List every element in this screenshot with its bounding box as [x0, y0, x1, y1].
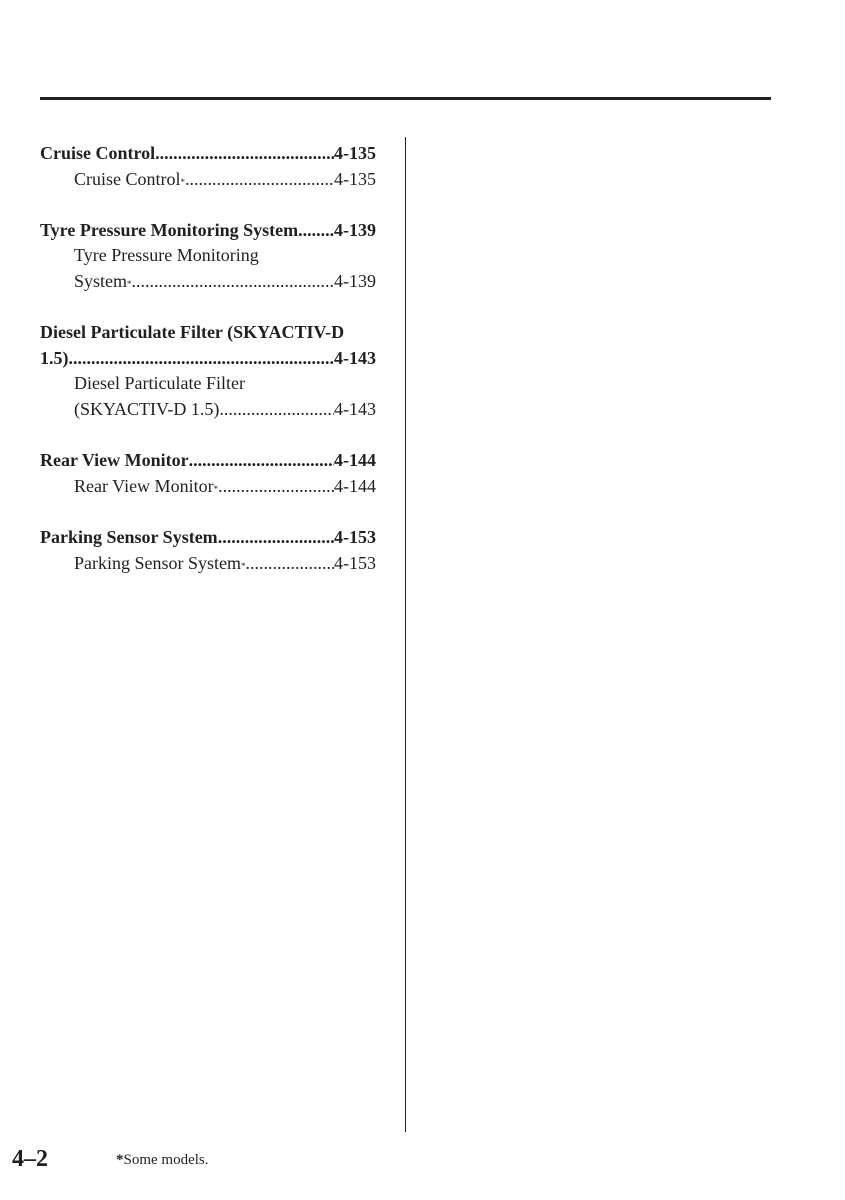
item-page: 4-139	[334, 270, 376, 291]
footnote-text: Some models.	[123, 1152, 209, 1168]
table-of-contents	[40, 141, 376, 602]
dot-leader	[69, 346, 335, 372]
toc-item-dpf-line2[interactable]	[40, 397, 376, 423]
heading-page: 4-143	[334, 347, 376, 368]
heading-title: Parking Sensor System	[40, 526, 218, 547]
toc-heading-parking-sensor[interactable]	[40, 525, 376, 551]
toc-section-diesel-particulate-filter	[40, 320, 376, 422]
heading-page: 4-135	[334, 143, 376, 163]
toc-section-rear-view-monitor	[40, 448, 376, 499]
dot-leader	[219, 397, 334, 423]
heading-page: 4-139	[334, 219, 376, 240]
dot-leader	[132, 269, 334, 295]
dot-leader	[246, 551, 334, 577]
header-rule	[40, 97, 771, 100]
footnote	[116, 1152, 209, 1169]
dot-leader	[155, 141, 334, 167]
item-title: (SKYACTIV-D 1.5)	[74, 398, 220, 419]
heading-title: Diesel Particulate Filter (SKYACTIV-D	[40, 322, 345, 343]
toc-heading-rear-view-monitor[interactable]	[40, 448, 376, 474]
toc-heading-cruise-control[interactable]	[40, 141, 376, 167]
dot-leader	[298, 218, 334, 244]
toc-heading-dpf-line2[interactable]	[40, 346, 376, 372]
dot-leader	[218, 525, 334, 551]
column-divider	[405, 137, 406, 1132]
toc-section-parking-sensor	[40, 525, 376, 576]
item-title: Cruise Control	[74, 168, 181, 189]
item-page: 4-144	[334, 475, 376, 496]
dot-leader	[218, 474, 334, 500]
heading-title: Cruise Control	[40, 143, 156, 163]
toc-item-rear-view-monitor[interactable]: Rear View Monitor * ..... 4-144	[40, 474, 376, 500]
item-title: Rear View Monitor	[74, 475, 214, 496]
heading-page: 4-144	[334, 450, 376, 471]
item-title: Tyre Pressure Monitoring	[74, 245, 259, 266]
heading-title: Rear View Monitor	[40, 450, 189, 471]
toc-section-cruise-control	[40, 141, 376, 192]
item-page: 4-143	[334, 398, 376, 419]
dot-leader	[185, 167, 334, 193]
item-title: Diesel Particulate Filter	[74, 373, 245, 394]
toc-item-tyre-pressure-line1[interactable]	[40, 243, 376, 269]
item-title: System	[74, 270, 128, 291]
toc-heading-dpf-line1[interactable]	[40, 320, 376, 346]
toc-heading-tyre-pressure[interactable]	[40, 218, 376, 244]
toc-item-parking-sensor[interactable]: Parking Sensor System * ..... 4-153	[40, 551, 376, 577]
heading-page: 4-153	[334, 526, 376, 547]
item-title: Parking Sensor System	[74, 552, 242, 573]
footnote-mark: *	[116, 1152, 124, 1168]
item-page: 4-135	[334, 168, 376, 189]
toc-item-cruise-control[interactable]: Cruise Control * ..... 4-135	[40, 167, 376, 193]
toc-item-dpf-line1[interactable]	[40, 371, 376, 397]
toc-section-tyre-pressure	[40, 218, 376, 295]
toc-item-tyre-pressure-line2[interactable]: System * ..... 4-139	[40, 269, 376, 295]
page-number: 4–2	[12, 1146, 48, 1172]
heading-title: Tyre Pressure Monitoring System	[40, 219, 299, 240]
dot-leader	[189, 448, 334, 474]
item-page: 4-153	[334, 552, 376, 573]
heading-title: 1.5)	[40, 347, 69, 368]
